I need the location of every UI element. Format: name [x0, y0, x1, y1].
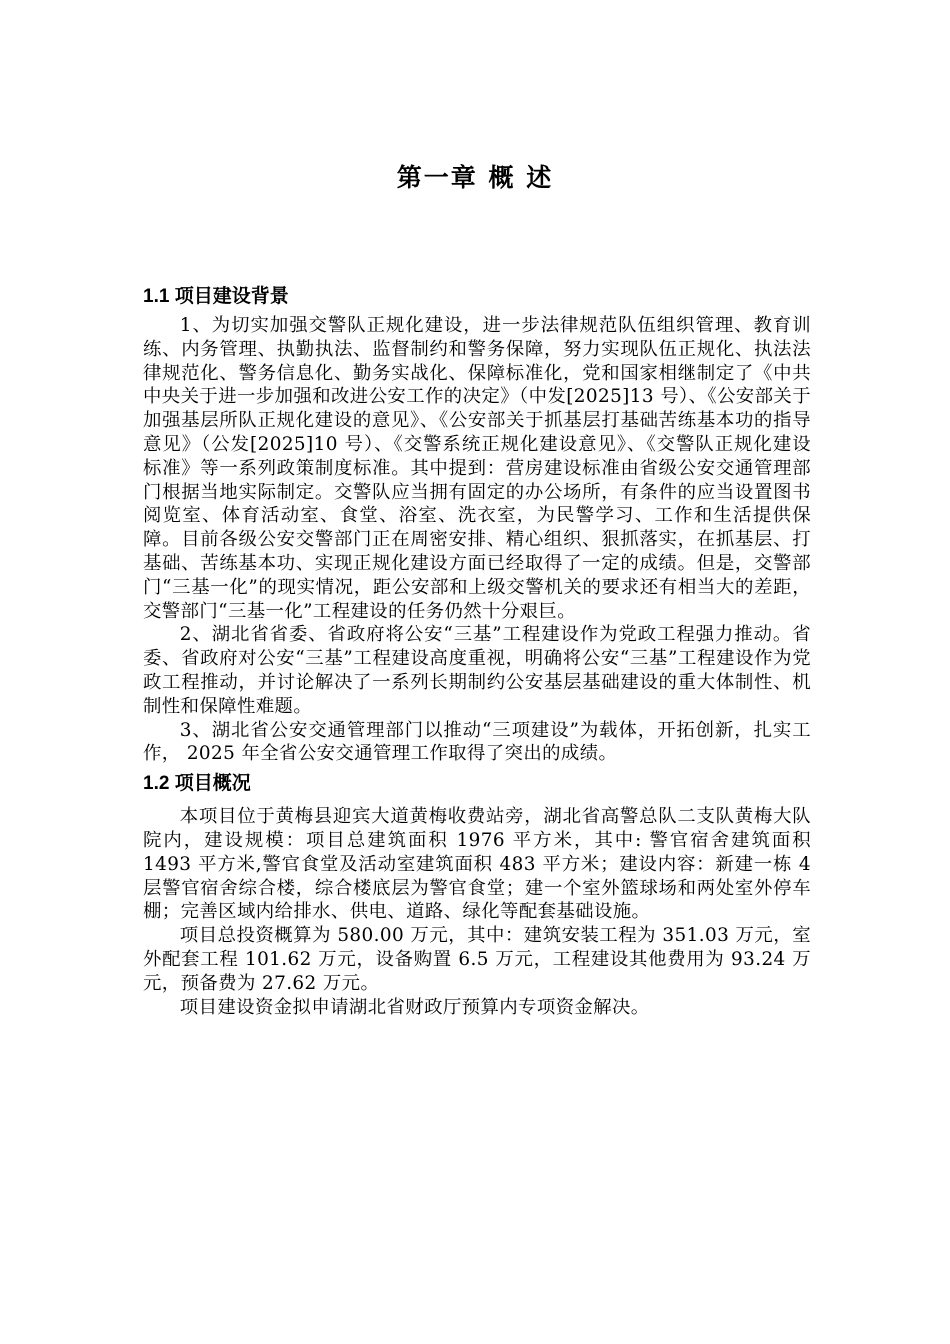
- section-heading-overview: 1.2 项目概况: [143, 773, 251, 795]
- chapter-title: 第一章 概 述: [396, 163, 554, 192]
- paragraph: 项目总投资概算为 580.00 万元，其中：建筑安装工程为 351.03 万元，室外配套工程 101.62 万元，设备购置 6.5 万元，工程建设其他费用为 93.24 万元，预备费为 27.62 万元。: [143, 925, 811, 994]
- section-heading-background: 1.1 项目建设背景: [143, 286, 289, 307]
- paragraph: 项目建设资金拟申请湖北省财政厅预算内专项资金解决。: [179, 996, 650, 1018]
- paragraph: 1、为切实加强交警队正规化建设，进一步法律规范队伍组织管理、教育训练、内务管理、执勤执法、监督制约和警务保障，努力实现队伍正规化、执法法律规范化、警务信息化、勤务实战化、保障标准化，党和国家相继制定了《中共中央关于进一步加强和改进公安工作的决定》（中发[2025]13 号）、《公安部关于加强基层所队正规化建设的意见》、《公安部关于抓基层打基础苦练基本功的指导意见》（公发[2025]10 号）、《交警系统正规化建设意见》、《交警队正规化建设标准》等一系列政策制度标准。其中提到：营房建设标准由省级公安交通管理部门根据当地实际制定。交警队应当拥有固定的办公场所，有条件的应当设置图书阅览室、体育活动室、食堂、浴室、洗衣室，为民警学习、工作和生活提供保障。目前各级公安交警部门正在周密安排、精心组织、狠抓落实，在抓基层、打基础、苦练基本功、实现正规化建设方面已经取得了一定的成绩。但是，交警部门“三基一化”的现实情况，距公安部和上级交警机关的要求还有相当大的差距，交警部门“三基一化”工程建设的任务仍然十分艰巨。: [143, 315, 811, 622]
- paragraph: 3、湖北省公安交通管理部门以推动“三项建设”为载体，开拓创新，扎实工作， 2025 年全省公安交通管理工作取得了突出的成绩。: [143, 719, 811, 765]
- paragraph: 本项目位于黄梅县迎宾大道黄梅收费站旁，湖北省高警总队二支队黄梅大队院内，建设规模：项目总建筑面积 1976 平方米，其中: 警官宿舍建筑面积 1493 平方米,警官食堂及活动室建筑面积 483 平方米；建设内容：新建一栋 4 层警官宿舍综合楼，综合楼底层为警官食堂；建一个室外篮球场和两处室外停车棚；完善区域内给排水、供电、道路、绿化等配套基础设施。: [143, 806, 811, 923]
- document-body: [143, 282, 811, 1019]
- paragraph: 2、湖北省省委、省政府将公安“三基”工程建设作为党政工程强力推动。省委、省政府对公安“三基”工程建设高度重视，明确将公安“三基”工程建设作为党政工程推动，并讨论解决了一系列长期制约公安基层基础建设的重大体制性、机制性和保障性难题。: [143, 624, 811, 717]
